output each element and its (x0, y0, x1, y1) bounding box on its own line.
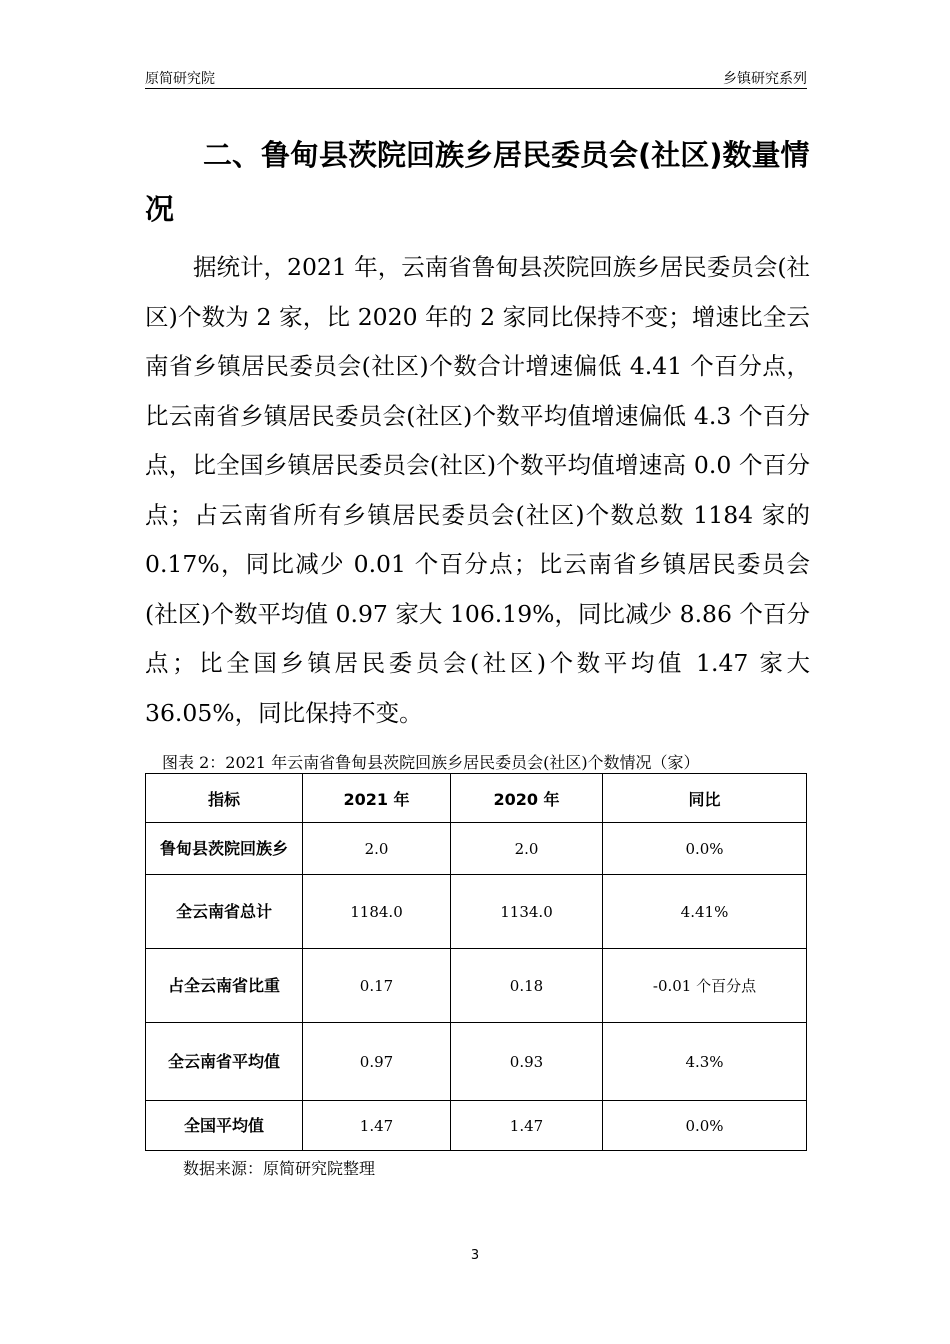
table-cell: 4.3% (603, 1023, 807, 1101)
row-label: 全国平均值 (146, 1101, 303, 1151)
table-row (146, 875, 807, 949)
table-cell: 2.0 (303, 823, 451, 875)
table-cell: 0.18 (451, 949, 603, 1023)
table-cell: 1134.0 (451, 875, 603, 949)
header-org-name: 原简研究院 (145, 71, 215, 87)
table-header-cell: 2020 年 (451, 774, 603, 823)
row-label: 全云南省平均值 (146, 1023, 303, 1101)
header-series-name: 乡镇研究系列 (723, 71, 807, 87)
table-caption: 图表 2：2021 年云南省鲁甸县茨院回族乡居民委员会(社区)个数情况（家） (162, 753, 700, 772)
page-header (145, 66, 807, 89)
table-header-row (146, 774, 807, 823)
table-cell: 1.47 (451, 1101, 603, 1151)
table-cell: 0.0% (603, 823, 807, 875)
table-header-cell: 2021 年 (303, 774, 451, 823)
page-number: 3 (470, 1248, 480, 1263)
table-cell: 0.93 (451, 1023, 603, 1101)
table-cell: 1.47 (303, 1101, 451, 1151)
table-cell: 0.0% (603, 1101, 807, 1151)
table-row (146, 823, 807, 875)
table-cell: 0.97 (303, 1023, 451, 1101)
section-title: 二、鲁甸县茨院回族乡居民委员会(社区)数量情况 (145, 138, 810, 226)
table-row (146, 949, 807, 1023)
data-source-note: 数据来源：原简研究院整理 (183, 1159, 376, 1178)
row-label: 占全云南省比重 (146, 949, 303, 1023)
table-header-cell: 同比 (603, 774, 807, 823)
table-cell: 2.0 (451, 823, 603, 875)
table-header-cell: 指标 (146, 774, 303, 823)
table-cell: 4.41% (603, 875, 807, 949)
table-row (146, 1101, 807, 1151)
data-table (145, 773, 807, 1151)
row-label: 全云南省总计 (146, 875, 303, 949)
row-label: 鲁甸县茨院回族乡 (146, 823, 303, 875)
table-cell: -0.01 个百分点 (603, 949, 807, 1023)
table-cell: 0.17 (303, 949, 451, 1023)
table-cell: 1184.0 (303, 875, 451, 949)
table-row (146, 1023, 807, 1101)
body-paragraph: 据统计，2021 年，云南省鲁甸县茨院回族乡居民委员会(社区)个数为 2 家，比 2020 年的 2 家同比保持不变；增速比全云南省乡镇居民委员会(社区)个数合计增速偏低 4.41 个百分点，比云南省乡镇居民委员会(社区)个数平均值增速偏低 4.3 个百分点，比全国乡镇居民委员会(社区)个数平均值增速高 0.0 个百分点；占云南省所有乡镇居民委员会(社区)个数总数 1184 家的 0.17%，同比减少 0.01 个百分点；比云南省乡镇居民委员会(社区)个数平均值 0.97 家大 106.19%，同比减少 8.86 个百分点；比全国乡镇居民委员会(社区)个数平均值 1.47 家大 36.05%，同比保持不变。 (145, 253, 810, 727)
